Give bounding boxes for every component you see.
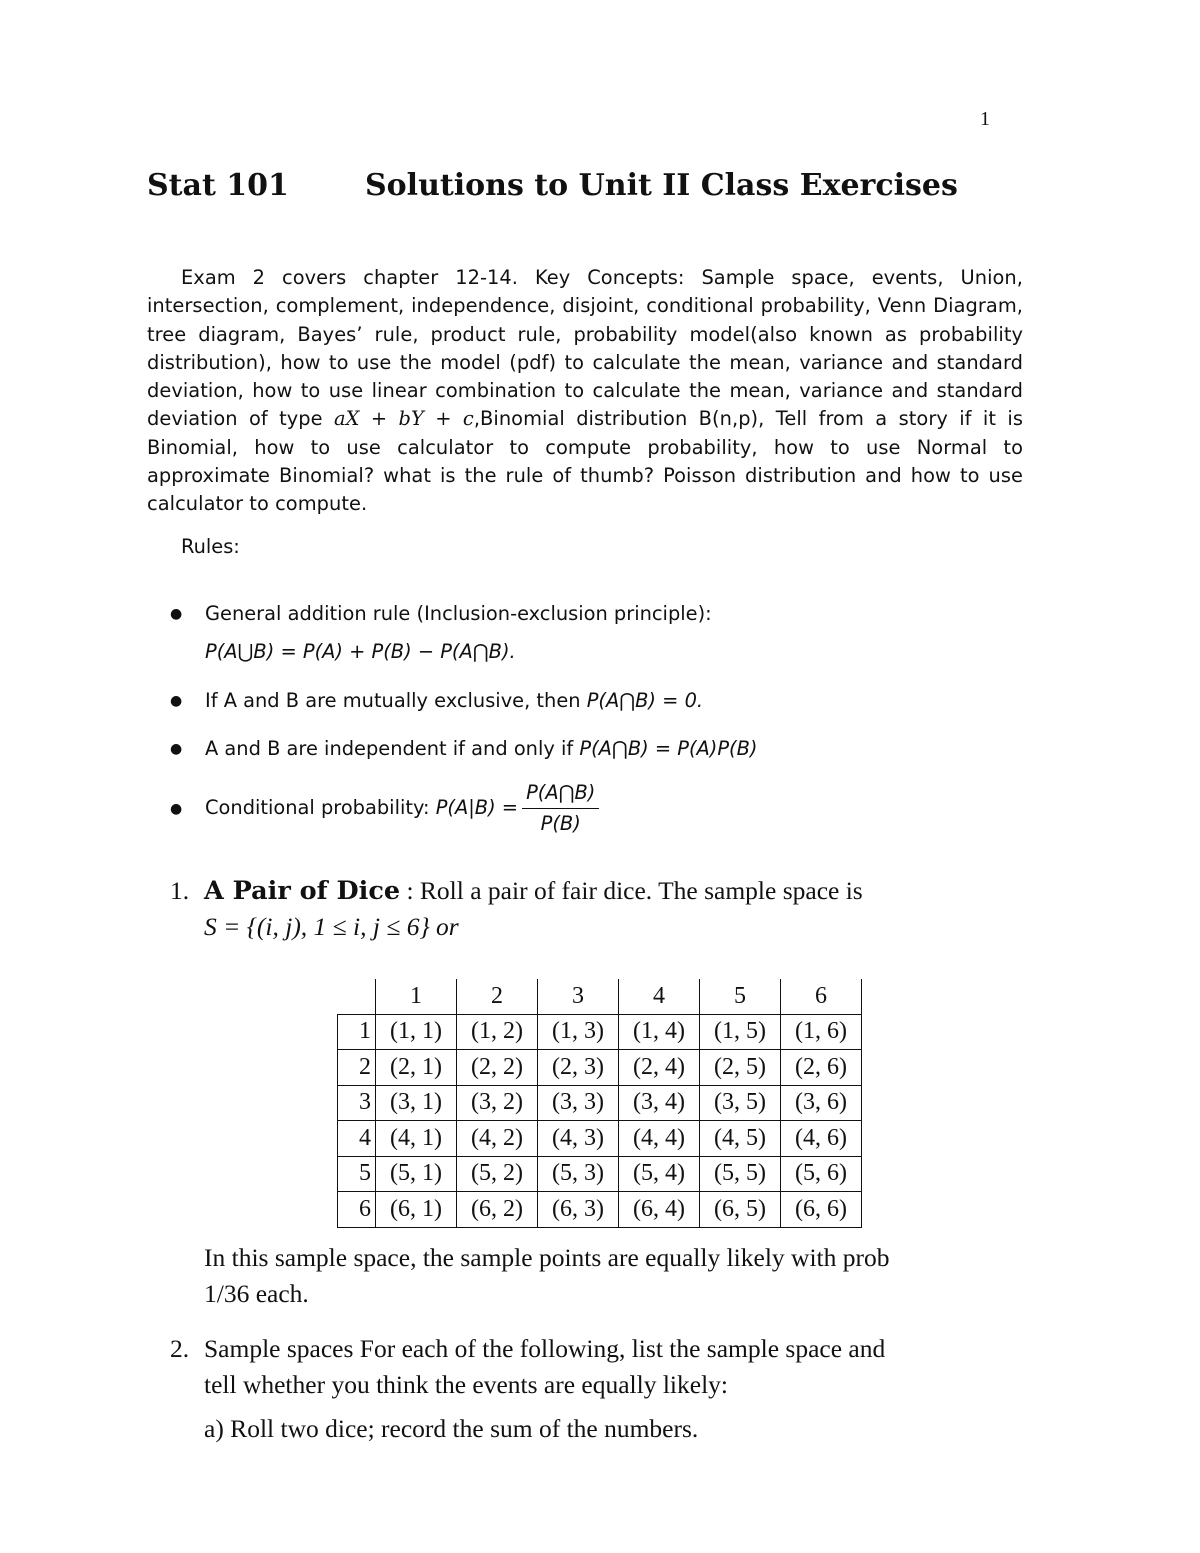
question-number: 2. [170, 1334, 190, 1363]
page-title [147, 168, 958, 203]
table-cell: (4, 2) [457, 1121, 538, 1157]
fraction [522, 779, 599, 838]
table-corner [338, 979, 376, 1014]
question-title: A Pair of Dice [204, 876, 401, 906]
column-header: 2 [457, 979, 538, 1014]
question-number: 1. [170, 876, 190, 905]
row-header: 6 [338, 1192, 376, 1228]
sample-space-formula: S = {(i, j), 1 ≤ i, j ≤ 6} or [204, 912, 459, 941]
table-cell: (1, 2) [457, 1014, 538, 1050]
column-header: 1 [376, 979, 457, 1014]
table-cell: (4, 6) [781, 1121, 862, 1157]
caption-line: 1/36 each. [204, 1279, 309, 1308]
bullet-icon: ● [170, 606, 183, 622]
course-code: Stat 101 [147, 168, 289, 203]
rule-formula: P(A⋃B) = P(A) + P(B) − P(A⋂B). [205, 640, 516, 663]
table-row [338, 1050, 862, 1086]
rule-text: A and B are independent if and only if [205, 737, 580, 760]
table-cell: (4, 1) [376, 1121, 457, 1157]
row-header: 4 [338, 1121, 376, 1157]
question-line [204, 873, 1024, 909]
table-cell: (1, 1) [376, 1014, 457, 1050]
dice-sample-space-table [337, 979, 862, 1228]
table-row [338, 1156, 862, 1192]
table-cell: (4, 3) [538, 1121, 619, 1157]
table-cell: (3, 6) [781, 1085, 862, 1121]
table-cell: (2, 5) [700, 1050, 781, 1086]
table-cell: (5, 2) [457, 1156, 538, 1192]
rule-line [205, 779, 599, 838]
table-cell: (1, 5) [700, 1014, 781, 1050]
column-header: 3 [538, 979, 619, 1014]
table-cell: (2, 3) [538, 1050, 619, 1086]
row-header: 1 [338, 1014, 376, 1050]
row-header: 5 [338, 1156, 376, 1192]
bullet-icon: ● [170, 801, 183, 817]
table-cell: (6, 3) [538, 1192, 619, 1228]
table-cell: (4, 5) [700, 1121, 781, 1157]
table-cell: (1, 3) [538, 1014, 619, 1050]
table-cell: (4, 4) [619, 1121, 700, 1157]
rule-text: If A and B are mutually exclusive, then [205, 689, 587, 712]
rule-line [205, 735, 757, 763]
table-cell: (5, 6) [781, 1156, 862, 1192]
rule-text: General addition rule (Inclusion-exclusion principle): [205, 602, 712, 625]
table-cell: (6, 6) [781, 1192, 862, 1228]
table-row [338, 1192, 862, 1228]
page-number: 1 [980, 108, 990, 130]
rule-text: Conditional probability: [205, 796, 436, 819]
column-header: 5 [700, 979, 781, 1014]
document-title: Solutions to Unit II Class Exercises [365, 168, 958, 203]
table-cell: (2, 6) [781, 1050, 862, 1086]
table-cell: (5, 5) [700, 1156, 781, 1192]
question-body [204, 873, 1024, 945]
table-cell: (3, 4) [619, 1085, 700, 1121]
column-header: 6 [781, 979, 862, 1014]
table-cell: (5, 1) [376, 1156, 457, 1192]
rules-label: Rules: [181, 535, 240, 558]
table-cell: (2, 2) [457, 1050, 538, 1086]
rule-formula: P(A⋂B) = P(A)P(B) [579, 737, 758, 760]
table-caption [204, 1240, 890, 1312]
fraction-numerator: P(A⋂B) [522, 779, 599, 809]
fraction-denominator: P(B) [540, 812, 581, 835]
table-cell: (2, 4) [619, 1050, 700, 1086]
table-cell: (1, 6) [781, 1014, 862, 1050]
table-cell: (3, 2) [457, 1085, 538, 1121]
rule-line [205, 687, 703, 715]
table-header-row [338, 979, 862, 1014]
table-cell: (3, 1) [376, 1085, 457, 1121]
row-header: 3 [338, 1085, 376, 1121]
question-text: : Roll a pair of fair dice. The sample space is [400, 876, 863, 905]
table-cell: (5, 4) [619, 1156, 700, 1192]
rule-formula: P(A⋂B) = 0. [586, 689, 704, 712]
table-cell: (3, 5) [700, 1085, 781, 1121]
question-line: Sample spaces For each of the following, list the sample space and [204, 1334, 886, 1363]
intro-text-after: ,Binomial distribution B(n,p), Tell from a story if it is Binomial, how to use calculator to compute probability, how to use Normal to approximate Binomial? what is the rule of thumb? Poisson distribution and how to use calculator to compute. [147, 407, 1023, 516]
table-cell: (6, 4) [619, 1192, 700, 1228]
table-cell: (6, 5) [700, 1192, 781, 1228]
table-cell: (3, 3) [538, 1085, 619, 1121]
question-part-a: a) Roll two dice; record the sum of the numbers. [204, 1414, 699, 1443]
table-row [338, 1121, 862, 1157]
bullet-icon: ● [170, 693, 183, 709]
table-cell: (6, 2) [457, 1192, 538, 1228]
intro-text-before: Exam 2 covers chapter 12-14. Key Concepts: Sample space, events, Union, intersection, complement, independence, disjoint, conditional probability, Venn Diagram, tree diagram, Bayes’ rule, product rule, probability model(also known as probability distribution), how to use the model (pdf) to calculate the mean, variance and standard deviation, how to use linear combination to calculate the mean, variance and standard deviation of type [147, 266, 1023, 431]
column-header: 4 [619, 979, 700, 1014]
caption-line: In this sample space, the sample points are equally likely with prob [204, 1243, 890, 1272]
row-header: 2 [338, 1050, 376, 1086]
table-row [338, 1085, 862, 1121]
question-body [204, 1331, 1024, 1447]
intro-math: aX + bY + c [334, 407, 474, 431]
question-line: tell whether you think the events are equally likely: [204, 1370, 729, 1399]
table-cell: (1, 4) [619, 1014, 700, 1050]
intro-paragraph [147, 264, 1023, 519]
table-cell: (6, 1) [376, 1192, 457, 1228]
table-cell: (5, 3) [538, 1156, 619, 1192]
bullet-icon: ● [170, 741, 183, 757]
table-row [338, 1014, 862, 1050]
rule-formula-lhs: P(A|B) = [435, 796, 519, 819]
table-cell: (2, 1) [376, 1050, 457, 1086]
